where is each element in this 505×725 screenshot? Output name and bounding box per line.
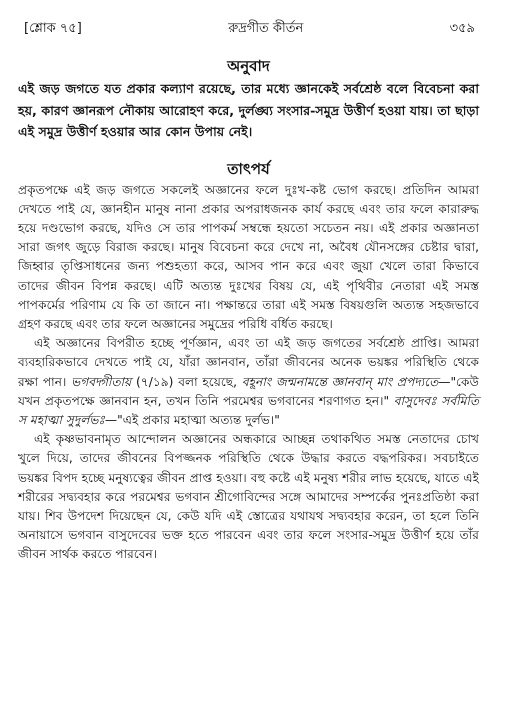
translation-heading: অনুবাদ [227,57,270,75]
scripture-reference: ভগবদ্গীতায় [71,374,132,389]
chapter-title: রুদ্রগীত কীর্তন [228,21,304,36]
paragraph-text: এই অজ্ঞানের বিপরীত হচ্ছে পূর্ণজ্ঞান, এবং তা এই জড় জগতের সর্বশ্রেষ্ঠ প্রাপ্তি। আমরা ব্যবহারিকভাবে দেখতে পাই যে, যাঁরা জ্ঞানবান, তাঁরা জীবনের অনেক ভয়ঙ্কর পরিস্থিতি থেকে রক্ষা পান। [18,336,479,389]
verse-reference: [শ্লোক ৭৫] [24,21,82,36]
page-number: ৩৫৯ [449,21,475,36]
sanskrit-quote: বাসুদেবঃ সর্বমিতি স মহাত্মা সুদুর্লভঃ [18,393,480,427]
purport-paragraph-1: প্রকৃতপক্ষে এই জড় জগতে সকলেই অজ্ঞানের ফলে দুঃখ-কষ্ট ভোগ করছে। প্রতিদিন আমরা দেখতে পাই যে, জ্ঞানহীন মানুষ নানা প্রকার অপরাধজনক কার্য করছে এবং তার ফলে কারারুদ্ধ হয়ে দণ্ডভোগ করছে, যদিও সে তার পাপকর্ম সম্বন্ধে হয়তো সচেতন নয়। এই প্রকার অজ্ঞানতা সারা জগৎ জুড়ে বিরাজ করছে। মানুষ বিবেচনা করে দেখে না, অবৈধ যৌনসঙ্গের চেষ্টার দ্বারা, জিহ্বার তৃপ্তিসাধনের জন্য পশুহত্যা করে, আসব পান করে এবং জুয়া খেলে তারা কিভাবে তাদের জীবন বিপন্ন করছে। এটি অত্যন্ত দুঃখের বিষয় যে, এই পৃথিবীর নেতারা এই সমস্ত পাপকর্মের পরিণাম যে কি তা জানে না। পক্ষান্তরে তারা এই সমস্ত বিষয়গুলি অত্যন্ত সহজভাবে গ্রহণ করছে এবং তার ফলে অজ্ঞানের সমুদ্রের পরিধি বর্ধিত করছে। [18,182,479,331]
purport-heading: তাৎপর্য [227,159,270,178]
paragraph-text: —"এই প্রকার মহাত্মা অত্যন্ত দুর্লভ।" [104,412,280,427]
running-header [18,20,479,38]
sanskrit-quote: বহূনাং জন্মনামন্তে জ্ঞানবান্ মাং প্রপদ্যতে [241,374,439,389]
purport-paragraph-3: এই কৃষ্ণভাবনামৃত আন্দোলন অজ্ঞানের অন্ধকারে আচ্ছন্ন তথাকথিত সমস্ত নেতাদের চোখ খুলে দিয়ে, তাদের জীবনের বিপজ্জনক পরিস্থিতি থেকে উদ্ধার করতে বদ্ধপরিকর। সবচাইতে ভয়ঙ্কর বিপদ হচ্ছে মনুষ্যত্বের জীবন প্রাপ্ত হওয়া। বহু কষ্টে এই মনুষ্য শরীর লাভ হয়েছে, যাতে এই শরীরের সদ্ব্যবহার করে পরমেশ্বর ভগবান শ্রীগোবিন্দের সঙ্গে আমাদের সম্পর্কের পুনঃপ্রতিষ্ঠা করা যায়। শিব উপদেশ দিয়েছেন যে, কেউ যদি এই স্তোত্রের যথাযথ সদ্ব্যবহার করেন, তা হলে তিনি অনায়াসে ভগবান বাসুদেবের ভক্ত হতে পারবেন এবং তার ফলে সংসার-সমুদ্র উত্তীর্ণ হয়ে তাঁর জীবন সার্থক করতে পারবেন। [18,432,479,562]
purport-paragraph-2 [18,334,479,430]
paragraph-text: (৭/১৯) বলা হয়েছে, [131,374,242,389]
translation-text: এই জড় জগতে যত প্রকার কল্যাণ রয়েছে, তার মধ্যে জ্ঞানকেই সর্বশ্রেষ্ঠ বলে বিবেচনা করা হয়, কারণ জ্ঞানরূপ নৌকায় আরোহণ করে, দুর্লঙ্ঘ্য সংসার-সমুদ্র উত্তীর্ণ হওয়া যায়। তা ছাড়া এই সমুদ্র উত্তীর্ণ হওয়ার আর কোন উপায় নেই। [18,81,479,139]
paragraph-text: —"কেউ যখন প্রকৃতপক্ষে জ্ঞানবান হন, তখন তিনি পরমেশ্বর ভগবানের শরণাগত হন।" [18,374,480,408]
